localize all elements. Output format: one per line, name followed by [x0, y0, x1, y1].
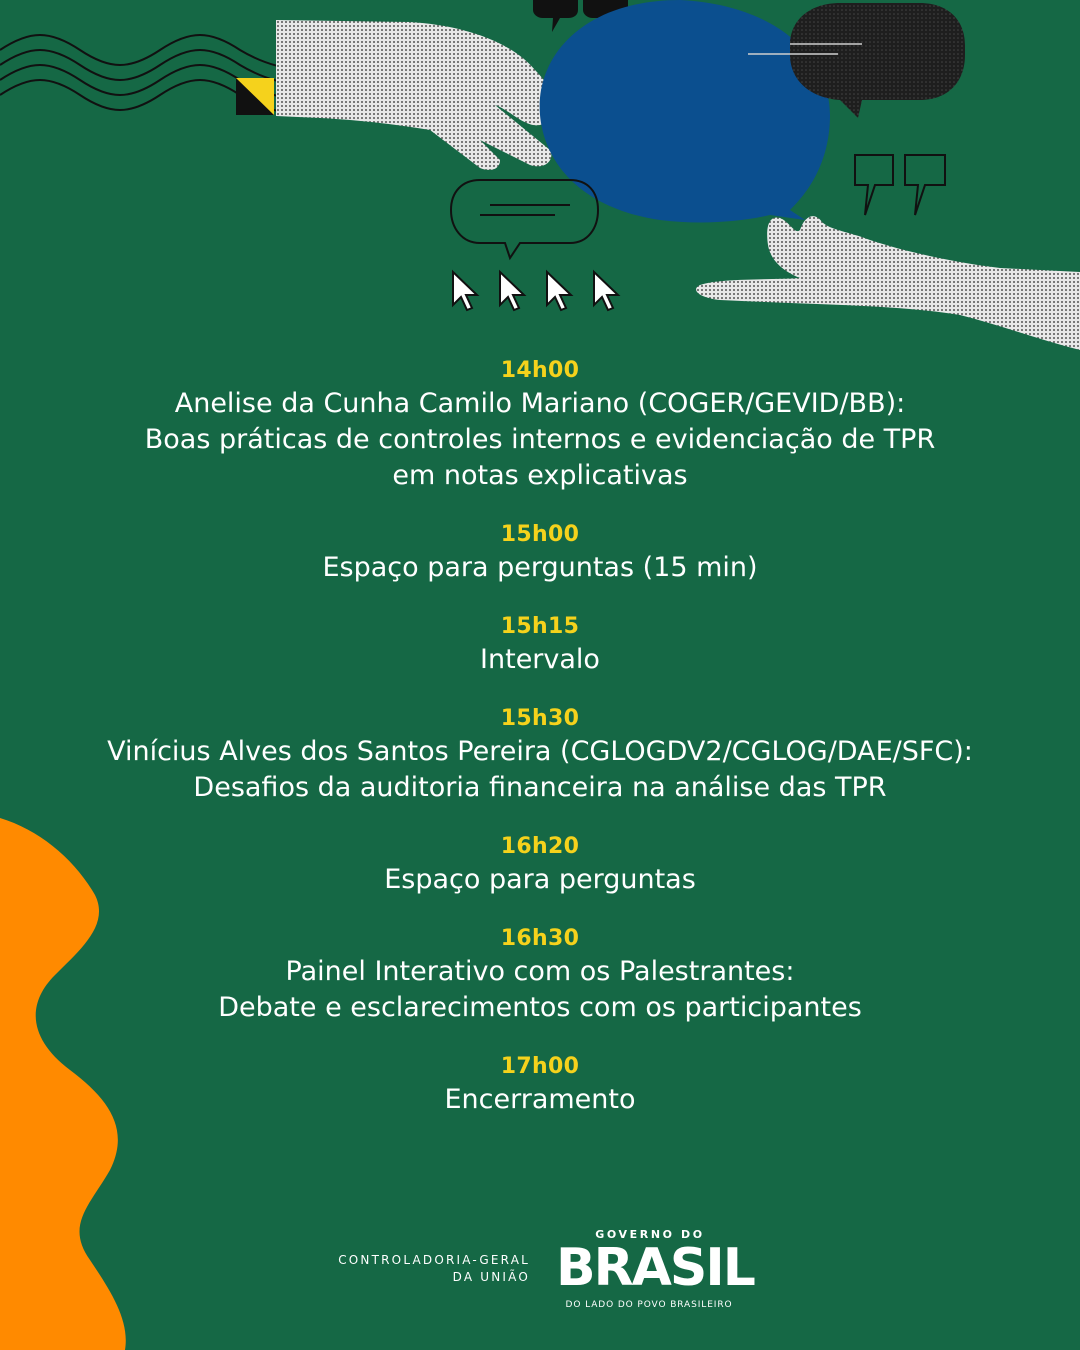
schedule-list [0, 356, 1080, 1144]
cgu-logo-text [300, 1252, 530, 1286]
schedule-time: 15h30 [500, 706, 580, 731]
hand-right-icon [696, 216, 1080, 350]
schedule-text-line: Anelise da Cunha Camilo Mariano (COGER/GEVID/BB): [174, 388, 906, 419]
schedule-time: 15h00 [500, 522, 580, 547]
schedule-text-line: Boas práticas de controles internos e evidenciação de TPR [144, 424, 936, 455]
schedule-item [0, 924, 1080, 1026]
yellow-black-square-icon [236, 78, 274, 115]
schedule-item [0, 832, 1080, 898]
footer-logos [0, 1220, 1080, 1320]
outline-speech-bubble-icon [451, 180, 598, 258]
schedule-time: 15h15 [500, 614, 580, 639]
schedule-text-line: Vinícius Alves dos Santos Pereira (CGLOGDV2/CGLOG/DAE/SFC): [107, 736, 973, 767]
schedule-text-line: Intervalo [480, 644, 600, 675]
schedule-text-line: em notas explicativas [392, 460, 688, 491]
schedule-item [0, 704, 1080, 806]
gov-logo-word: BRASIL [556, 1238, 754, 1298]
hand-left-icon [276, 20, 554, 170]
blue-speech-bubble-icon [540, 0, 830, 222]
gov-logo-subtitle: DO LADO DO POVO BRASILEIRO [565, 1300, 733, 1310]
schedule-item [0, 520, 1080, 586]
schedule-time: 16h30 [500, 926, 580, 951]
schedule-time: 16h20 [500, 834, 580, 859]
quote-marks-icon [855, 155, 945, 215]
schedule-time: 17h00 [500, 1054, 580, 1079]
schedule-item [0, 612, 1080, 678]
schedule-text-line: Espaço para perguntas [384, 864, 696, 895]
schedule-text-line: Painel Interativo com os Palestrantes: [285, 956, 795, 987]
schedule-text-line: Espaço para perguntas (15 min) [322, 552, 758, 583]
gov-logo-top: GOVERNO DO [595, 1228, 705, 1241]
schedule-text-line: Debate e esclarecimentos com os participantes [218, 992, 862, 1023]
schedule-item [0, 356, 1080, 494]
cgu-line-1: CONTROLADORIA-GERAL [338, 1253, 530, 1267]
cursor-arrow-icon [453, 272, 618, 310]
schedule-text-line: Desafios da auditoria financeira na análise das TPR [193, 772, 887, 803]
schedule-text-line: Encerramento [444, 1084, 636, 1115]
schedule-time: 14h00 [500, 358, 580, 383]
schedule-item [0, 1052, 1080, 1118]
cgu-line-2: DA UNIÃO [452, 1270, 530, 1284]
